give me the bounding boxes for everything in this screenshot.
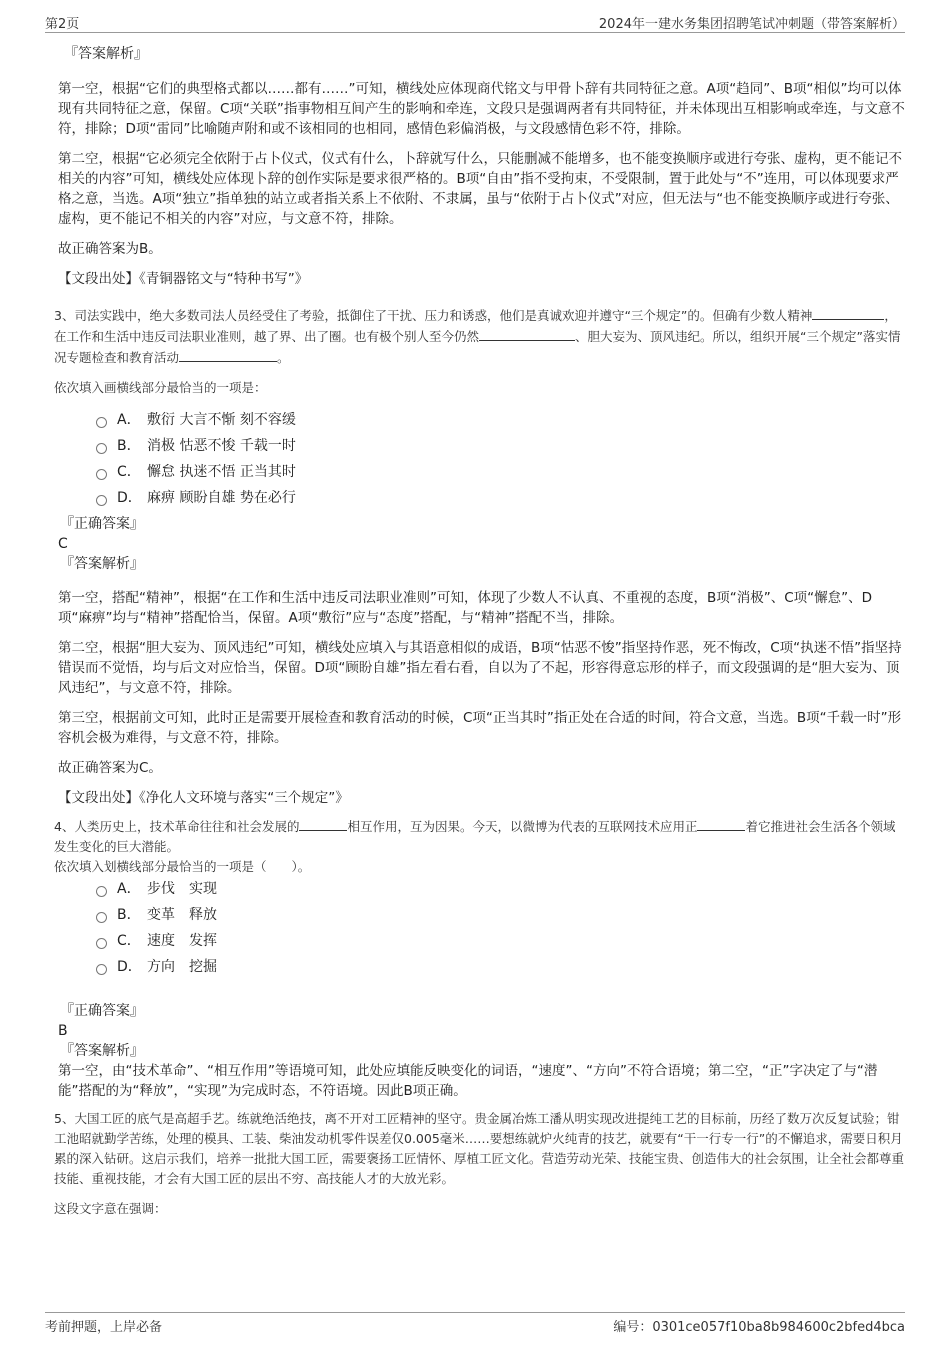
option-d[interactable] [96,488,905,508]
blank-line [812,305,884,320]
option-text: 速度 发挥 [147,933,217,949]
document-title: 2024年一建水务集团招聘笔试冲刺题（带答案解析） [598,17,905,32]
conclusion: 故正确答案为C。 [58,760,162,776]
blank-line [479,326,575,341]
analysis-paragraph: 第三空，根据前文可知，此时正是需要开展检查和教育活动的时候，C项“正当其时”指正处在合适的时间，符合文意，当选。B项“千载一时”形容机会极为难得，与文意不符，排除。 [58,710,902,746]
option-a[interactable] [96,410,905,430]
option-key: D． [117,490,142,506]
option-key: A． [117,881,141,897]
analysis-paragraph: 第一空，根据“它们的典型格式都以……都有……”可知，横线处应体现商代铭文与甲骨卜辞有共同特征之意。A项“趋同”、B项“相似”均可以体现有共同特征之意，保留。C项“关联”指事物相互间产生的影响和牵连，文段只是强调两者有共同特征，并未体现出互相影响或牵连，与文意不符，排除；D项“雷同”比喻随声附和或不该相同的也相同，感情色彩偏消极，与文段感情色彩不符，排除。 [58,81,905,137]
question-instruction: 依次填入划横线部分最恰当的一项是（ ）。 [54,859,311,874]
analysis-paragraph: 第一空，搭配“精神”，根据“在工作和生活中违反司法职业准则”可知，体现了少数人不认真、不重视的态度，B项“消极”、C项“懈怠”、D项“麻痹”均与“精神”搭配恰当，保留。A项“敷衍”应与“态度”搭配，与“精神”搭配不当，排除。 [58,590,873,626]
blank-line [697,816,745,831]
question-text-part: 相互作用，互为因果。今天，以微博为代表的互联网技术应用正 [347,819,698,834]
analysis-paragraph: 第二空，根据“它必须完全依附于占卜仪式，仪式有什么，卜辞就写什么，只能删减不能增多，也不能变换顺序或进行夸张、虚构，更不能记不相关的内容”可知，横线处应体现卜辞的创作实际是要求很严格的。B项“自由”指不受拘束，不受限制，置于此处与“不”连用，可以体现要求严格之意，当选。A项“独立”指单独的站立或者指关系上不依附、不隶属，虽与“依附于占卜仪式”对应，但无法与“也不能变换顺序或进行夸张、虚构，更不能记不相关的内容”对应，与文意不符，排除。 [58,151,902,227]
option-c[interactable] [96,931,905,951]
option-d[interactable] [96,957,905,977]
radio-icon[interactable] [96,417,107,428]
question-text-part: 4、人类历史上，技术革命往往和社会发展的 [54,819,300,834]
page-content [54,44,905,1219]
conclusion: 故正确答案为B。 [58,241,162,257]
question-text-part: 、胆大妄为、顶风违纪。所以，组织开展“三个规定”落实情况专题检查和教育活动 [54,329,901,365]
option-list [96,879,905,977]
page-number: 第2页 [45,17,80,32]
page-header [45,8,905,33]
radio-icon[interactable] [96,912,107,923]
radio-icon[interactable] [96,938,107,949]
option-text: 方向 挖掘 [147,959,217,975]
blank-line [179,347,277,362]
question-instruction: 这段文字意在强调： [54,1201,167,1216]
option-text: 变革 释放 [147,907,217,923]
option-key: B． [117,907,141,923]
analysis-paragraph: 第二空，根据“胆大妄为、顶风违纪”可知，横线处应填入与其语意相似的成语，B项“怙恶不悛”指坚持作恶，死不悔改，C项“执迷不悟”指坚持错误而不觉悟，均与后文对应恰当，保留。D项“顾盼自雄”指左看右看，自以为了不起，形容得意忘形的样子，而文段强调的是“胆大妄为、顶风违纪”，与文意不符，排除。 [58,640,902,696]
option-key: C． [117,933,141,949]
page-footer [45,1312,905,1337]
blank-line [299,816,347,831]
analysis-label: 『答案解析』 [60,556,144,572]
code-label: 编号： [613,1320,653,1335]
source: 【文段出处】《净化人文环境与落实“三个规定”》 [58,790,349,806]
option-c[interactable] [96,462,905,482]
option-text: 敷衍 大言不惭 刻不容缓 [147,412,296,428]
answer-label: 『正确答案』 [60,516,144,532]
question-text-part: 。 [277,350,290,365]
option-b[interactable] [96,905,905,925]
document-code [613,1316,905,1335]
radio-icon[interactable] [96,443,107,454]
question-instruction: 依次填入画横线部分最恰当的一项是： [54,380,267,395]
option-key: B． [117,438,141,454]
option-key: A． [117,412,141,428]
option-a[interactable] [96,879,905,899]
question-text-part: 3、司法实践中，绝大多数司法人员经受住了考验，抵御住了干扰、压力和诱惑，他们是真诚欢迎并遵守“三个规定”的。但确有少数人精神 [54,308,813,323]
analysis-label: 『答案解析』 [60,1043,144,1059]
radio-icon[interactable] [96,469,107,480]
option-text: 懈怠 执迷不悟 正当其时 [147,464,296,480]
question-text [54,305,905,368]
radio-icon[interactable] [96,886,107,897]
answer-value: B [58,1023,68,1039]
option-text: 消极 怙恶不悛 千载一时 [147,438,296,454]
answer-label: 『正确答案』 [60,1003,144,1019]
radio-icon[interactable] [96,495,107,506]
analysis-label: 『答案解析』 [64,46,148,62]
option-key: C． [117,464,141,480]
question-text-part: ，在工作和生活中违反司法职业准则，越了界、出了圈。也有极个别人至今仍然 [54,308,897,344]
option-text: 麻痹 顾盼自雄 势在必行 [147,490,296,506]
option-b[interactable] [96,436,905,456]
option-key: D． [117,959,142,975]
footer-slogan: 考前押题，上岸必备 [45,1320,163,1335]
question-text [54,816,905,857]
analysis-paragraph: 第一空，由“技术革命”、“相互作用”等语境可知，此处应填能反映变化的词语，“速度”、“方向”不符合语境；第二空，“正”字决定了与“潜能”搭配的为“释放”，“实现”为完成时态，不符语境。因此B项正确。 [58,1063,878,1099]
radio-icon[interactable] [96,964,107,975]
question-text-part: 着它推进社会生活各个领域发生变化的巨大潜能。 [54,819,896,854]
answer-value: C [58,536,68,552]
source: 【文段出处】《青铜器铭文与“特种书写”》 [58,271,309,287]
question-text: 5、大国工匠的底气是高超手艺。练就绝活绝技，离不开对工匠精神的坚守。贵金属冶炼工潘从明实现改进提纯工艺的目标前，历经了数万次反复试验；钳工池昭就勤学苦练，处理的模具、工装、柴油发动机零件误差仅0.005毫米……要想练就炉火纯青的技艺，就要有“干一行专一行”的不懈追求，需要日积月累的深入钻研。这启示我们，培养一批批大国工匠，需要褒扬工匠情怀、厚植工匠文化。营造劳动光荣、技能宝贵、创造伟大的社会氛围，让全社会都尊重技能、重视技能，才会有大国工匠的层出不穷、高技能人才的大放光彩。 [54,1111,905,1186]
option-list [96,410,905,508]
option-text: 步伐 实现 [147,881,217,897]
code-value: 0301ce057f10ba8b984600c2bfed4bca [652,1320,905,1335]
